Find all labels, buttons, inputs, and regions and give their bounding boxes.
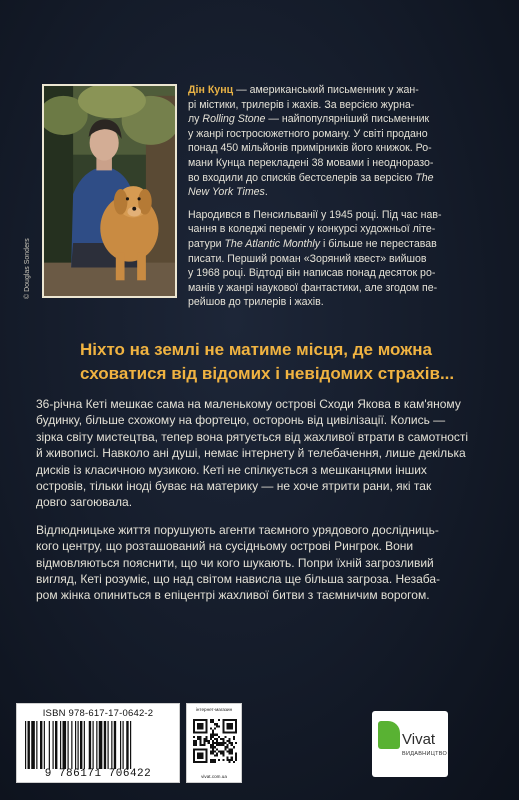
barcode-bar <box>25 721 26 769</box>
qr-module <box>206 736 208 738</box>
qr-module <box>233 738 235 740</box>
qr-module <box>212 721 214 723</box>
author-bio <box>188 83 508 318</box>
barcode-bar <box>104 721 106 769</box>
qr-module <box>235 757 237 759</box>
barcode-bar <box>80 721 82 769</box>
qr-module <box>193 736 195 738</box>
qr-module <box>235 759 237 761</box>
qr-module <box>206 738 208 740</box>
qr-module <box>218 744 220 746</box>
qr-module <box>208 740 210 742</box>
publisher-logo <box>372 711 448 777</box>
qr-module <box>220 753 222 755</box>
author-intro: Дін Кунц — американський письменник у жан- рі містики, трилерів і жахів. За версією журна- лу Rolling Stone — найпопулярніший письменник у жанрі гостросюжетного роману. У світі продано понад 450 мільйонів примірників його книжок. Ро- мани Кунца перекладені 38 мовами і неодноразо- во входили до списків бестселерів за версією The New York Times. <box>188 84 434 199</box>
qr-module <box>227 746 229 748</box>
qr-module <box>193 740 195 742</box>
qr-module <box>214 734 216 736</box>
qr-module <box>212 736 214 738</box>
qr-module <box>212 759 214 761</box>
qr-module <box>229 748 231 750</box>
qr-module <box>208 742 210 744</box>
qr-module <box>218 719 220 721</box>
qr-module <box>235 742 237 744</box>
qr-module <box>229 759 231 761</box>
barcode-bar <box>40 721 42 769</box>
qr-module <box>210 761 212 763</box>
qr-code-block <box>186 703 242 783</box>
barcode-bar <box>53 721 54 769</box>
qr-module <box>222 750 224 752</box>
qr-module <box>216 744 218 746</box>
qr-module <box>227 744 229 746</box>
qr-module <box>229 761 231 763</box>
qr-module <box>195 744 197 746</box>
qr-module <box>229 742 231 744</box>
qr-module <box>214 750 216 752</box>
qr-module <box>231 744 233 746</box>
qr-module <box>216 734 218 736</box>
barcode-bar <box>60 721 61 769</box>
qr-module <box>197 738 199 740</box>
tagline: Ніхто на землі не матиме місця, де можна сховатися від відомих і невідомих страхів... <box>80 340 455 383</box>
qr-module <box>199 744 201 746</box>
qr-module <box>216 723 218 725</box>
barcode-bar <box>111 721 112 769</box>
qr-module <box>216 725 218 727</box>
description-paragraph-2: Відлюдницьке життя порушують агенти таємного урядового дослідниць- кого центру, що розташований на сусідньому острові Рингрок. Вони відмовляються пояснити, що чи кого шукають. Попри їхній загрозливий вигляд, Кеті розуміє, що над світом нависла ще більша загроза. Незаба- ром жінка опиниться в епіцентрі жахливої битви з таємничим ворогом. <box>36 522 441 603</box>
qr-module <box>214 742 216 744</box>
qr-module <box>203 742 205 744</box>
qr-module <box>212 750 214 752</box>
barcode-bar <box>36 721 37 769</box>
qr-module <box>224 748 226 750</box>
qr-module <box>216 748 218 750</box>
qr-module <box>214 746 216 748</box>
qr-module <box>222 759 224 761</box>
qr-module <box>233 736 235 738</box>
qr-module <box>231 750 233 752</box>
qr-module <box>218 759 220 761</box>
publisher-logo-mark <box>378 721 400 749</box>
book-description <box>36 396 506 615</box>
barcode-bar <box>44 721 45 769</box>
qr-module <box>199 738 201 740</box>
qr-module <box>231 753 233 755</box>
qr-module <box>210 736 212 738</box>
barcode-bar <box>123 721 124 769</box>
qr-module <box>214 727 216 729</box>
isbn-barcode <box>16 703 180 783</box>
description-paragraph-1: 36-річна Кеті мешкає сама на маленькому острові Сходи Якова в кам'яному будинку, більше схожому на фортецю, осторонь від цивілізації. Колись — зірка світу мистецтва, тепер вона рятується від жахливої втрати в самотності й живописі. Навколо ані душі, немає інтернету й телебачення, лише декілька дисків із класичною музикою. Кеті не спілкується з мешканцями інших островів, тільки іноді буває на материку — не хоче ятрити рани, які так довго загоювала. <box>36 397 469 510</box>
qr-module <box>218 750 220 752</box>
barcode-bar <box>75 721 76 769</box>
qr-module <box>212 729 214 731</box>
qr-module <box>222 738 224 740</box>
barcode-bar <box>99 721 103 769</box>
qr-module <box>212 761 214 763</box>
qr-module <box>212 740 214 742</box>
qr-module <box>212 734 214 736</box>
qr-module <box>212 742 214 744</box>
qr-module <box>227 740 229 742</box>
publisher-subtitle: ВИДАВНИЦТВО <box>402 751 448 757</box>
qr-module <box>229 750 231 752</box>
qr-module <box>210 746 212 748</box>
barcode-bar <box>49 721 50 769</box>
qr-module <box>227 750 229 752</box>
qr-module <box>210 734 212 736</box>
qr-module <box>214 723 216 725</box>
qr-module <box>227 723 233 729</box>
isbn-text: ISBN 978-617-17-0642-2 <box>42 708 154 719</box>
qr-module <box>210 759 212 761</box>
qr-module <box>203 738 205 740</box>
qr-module <box>216 753 218 755</box>
qr-module <box>201 744 203 746</box>
qr-module <box>216 740 218 742</box>
qr-module <box>231 742 233 744</box>
barcode-bar <box>93 721 94 769</box>
qr-module <box>220 744 222 746</box>
barcode-bar <box>68 721 69 769</box>
barcode-bar <box>126 721 128 769</box>
barcode-bar <box>28 721 30 769</box>
barcode-bar <box>55 721 57 769</box>
qr-module <box>227 757 229 759</box>
qr-caption-bottom: vivat.com.ua <box>201 774 227 779</box>
barcode-bar <box>114 721 116 769</box>
qr-module <box>235 755 237 757</box>
barcode-bar <box>89 721 91 769</box>
qr-module <box>210 753 212 755</box>
qr-module <box>222 753 224 755</box>
qr-module <box>233 746 235 748</box>
qr-module <box>210 738 212 740</box>
qr-module <box>193 744 195 746</box>
qr-module <box>224 736 226 738</box>
qr-module <box>222 744 224 746</box>
qr-module <box>193 742 195 744</box>
barcode-bar <box>31 721 35 769</box>
qr-module <box>212 744 214 746</box>
qr-module <box>212 746 214 748</box>
barcode-bar <box>63 721 67 769</box>
author-photo <box>42 84 177 298</box>
ean-digits: 9 786171 706422 <box>44 768 152 780</box>
qr-module <box>220 738 222 740</box>
barcode-bar <box>120 721 121 769</box>
qr-module <box>216 738 218 740</box>
barcode-bar <box>71 721 72 769</box>
qr-module <box>218 736 220 738</box>
qr-code <box>193 719 237 763</box>
qr-module <box>229 740 231 742</box>
qr-module <box>216 755 218 757</box>
qr-module <box>212 753 214 755</box>
qr-module <box>210 719 212 721</box>
qr-module <box>195 742 197 744</box>
qr-module <box>214 761 216 763</box>
qr-module <box>220 742 222 744</box>
qr-module <box>231 748 233 750</box>
qr-module <box>231 759 233 761</box>
qr-module <box>199 742 201 744</box>
qr-module <box>235 753 237 755</box>
barcode-bar <box>108 721 109 769</box>
qr-module <box>210 727 212 729</box>
qr-module <box>206 740 208 742</box>
qr-module <box>220 750 222 752</box>
author-name: Дін Кунц <box>188 84 234 96</box>
qr-module <box>231 757 233 759</box>
photo-credit: © Douglas Sonders <box>24 238 31 299</box>
qr-module <box>203 740 205 742</box>
qr-module <box>199 740 201 742</box>
qr-module <box>224 742 226 744</box>
qr-module <box>222 755 224 757</box>
qr-module <box>216 742 218 744</box>
qr-module <box>210 721 212 723</box>
qr-module <box>224 746 226 748</box>
barcode-bar <box>84 721 85 769</box>
qr-module <box>212 732 214 734</box>
barcode-bars <box>25 721 173 769</box>
qr-module <box>222 740 224 742</box>
qr-module <box>199 736 201 738</box>
barcode-bar <box>130 721 131 769</box>
barcode-bar <box>96 721 97 769</box>
qr-module <box>203 744 205 746</box>
qr-module <box>212 719 214 721</box>
qr-module <box>229 738 231 740</box>
qr-module <box>197 753 203 759</box>
publisher-name: Vivat <box>402 731 436 748</box>
author-career: Народився в Пенсильванії у 1945 році. Під час нав- чання в коледжі переміг у конкурсі художньої літе- ратури The Atlantic Monthly і більше не переставав писати. Перший роман «Зоряний квест» вийшов у 1968 році. Відтоді він написав понад десяток ро- манів у жанрі наукової фантастики, але згодом пе- рейшов до трилерів і жахів. <box>188 208 442 309</box>
barcode-bar <box>78 721 79 769</box>
qr-module <box>222 742 224 744</box>
qr-module <box>214 759 216 761</box>
qr-module <box>218 742 220 744</box>
qr-module <box>195 740 197 742</box>
qr-module <box>210 750 212 752</box>
qr-module <box>214 738 216 740</box>
qr-caption-top: інтернет-магазин <box>195 707 233 712</box>
qr-module <box>227 759 229 761</box>
qr-module <box>233 761 235 763</box>
qr-module <box>218 725 220 727</box>
qr-module <box>212 748 214 750</box>
qr-module <box>197 736 199 738</box>
qr-module <box>214 755 216 757</box>
qr-module <box>210 744 212 746</box>
qr-module <box>229 753 231 755</box>
qr-module <box>197 723 203 729</box>
